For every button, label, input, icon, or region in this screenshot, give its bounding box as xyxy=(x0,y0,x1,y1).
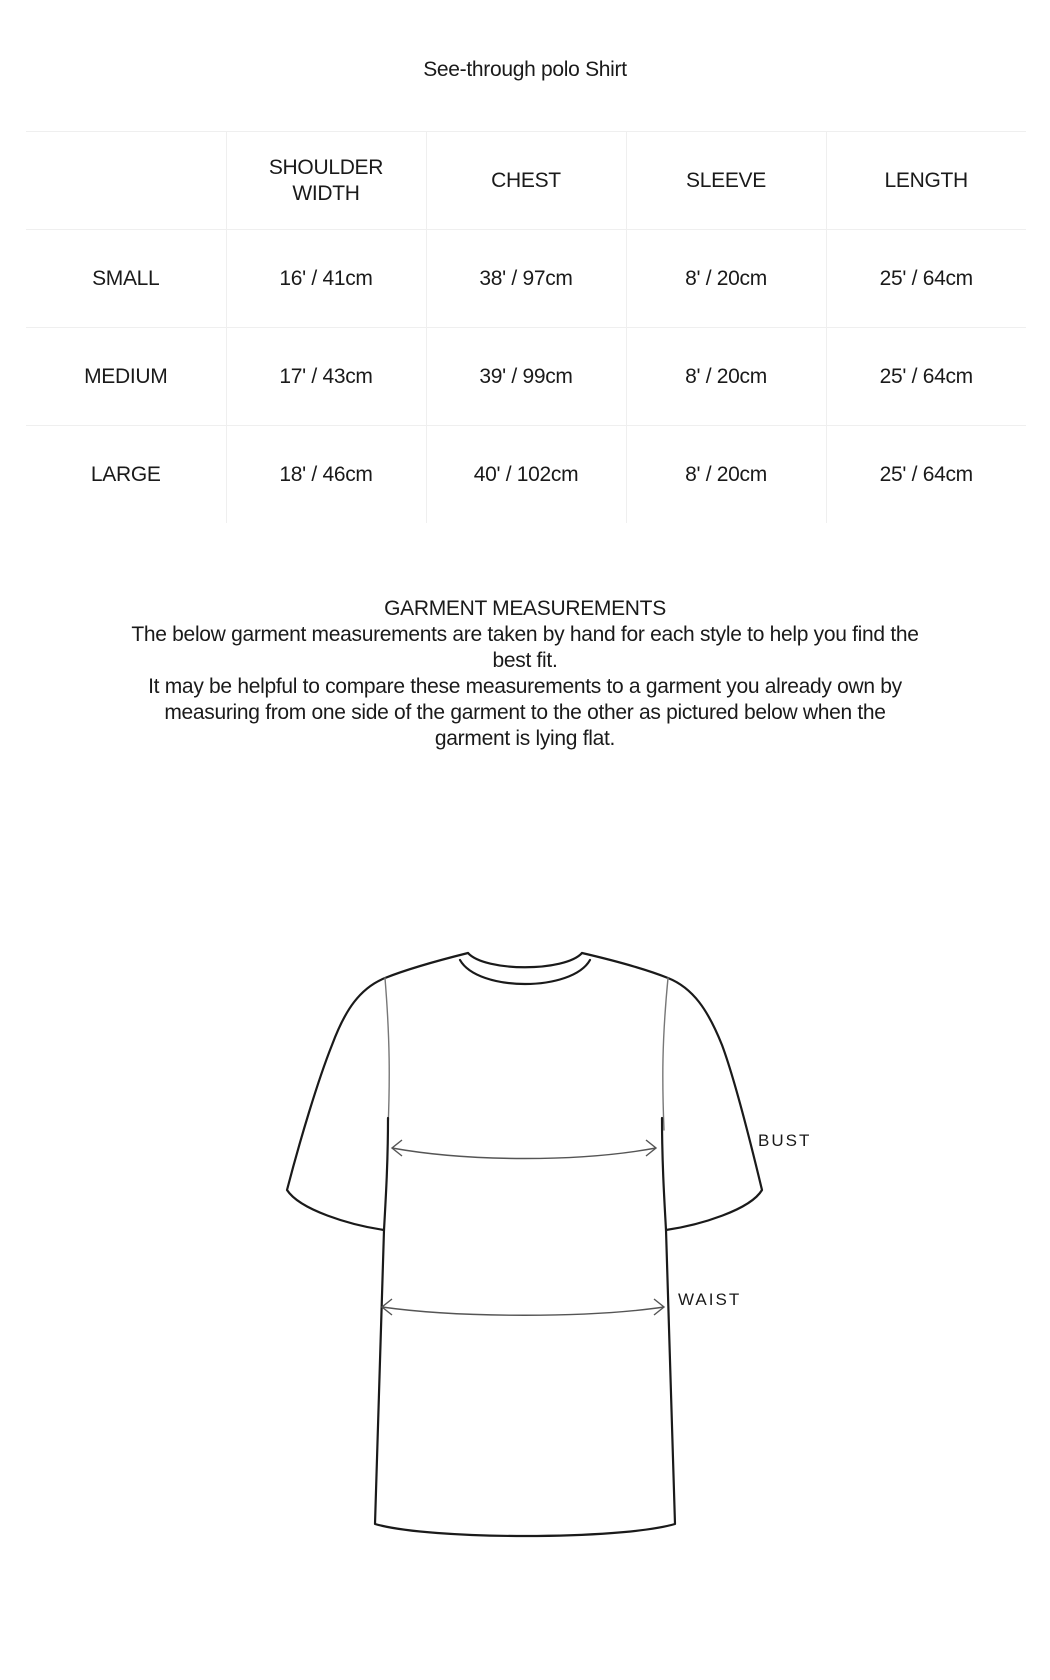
measurements-paragraph-2: It may be helpful to compare these measurements to a garment you already own by measuring from one side of the garment to the other as pictured below when the garment is lying flat. xyxy=(148,675,902,750)
size-label: SMALL xyxy=(26,230,226,328)
table-row xyxy=(26,328,1026,426)
header-size xyxy=(26,132,226,230)
length-cell: 25' / 64cm xyxy=(826,230,1026,328)
chest-cell: 39' / 99cm xyxy=(426,328,626,426)
sleeve-cell: 8' / 20cm xyxy=(626,328,826,426)
chest-cell: 40' / 102cm xyxy=(426,426,626,524)
header-length: LENGTH xyxy=(826,132,1026,230)
bust-label: BUST xyxy=(758,1131,812,1150)
header-shoulder-line1: SHOULDER xyxy=(268,155,384,179)
tshirt-outline-icon xyxy=(287,953,762,1536)
table-row xyxy=(26,426,1026,524)
size-label: LARGE xyxy=(26,426,226,524)
page-title: See-through polo Shirt xyxy=(423,58,627,81)
header-chest: CHEST xyxy=(426,132,626,230)
header-sleeve: SLEEVE xyxy=(626,132,826,230)
garment-measurements-section xyxy=(130,596,920,752)
header-shoulder-line2: WIDTH xyxy=(292,181,360,205)
shoulder-cell: 18' / 46cm xyxy=(226,426,426,524)
measurements-paragraph-1: The below garment measurements are taken by hand for each style to help you find the best fit. xyxy=(131,623,919,672)
sleeve-cell: 8' / 20cm xyxy=(626,426,826,524)
waist-arrow-icon xyxy=(382,1299,664,1315)
chest-cell: 38' / 97cm xyxy=(426,230,626,328)
measurements-heading: GARMENT MEASUREMENTS xyxy=(384,597,666,620)
length-cell: 25' / 64cm xyxy=(826,328,1026,426)
length-cell: 25' / 64cm xyxy=(879,462,973,486)
bust-arrow-icon xyxy=(392,1140,656,1159)
table-row xyxy=(26,230,1026,328)
size-chart-table xyxy=(26,131,1026,523)
table-header-row xyxy=(26,132,1026,230)
shoulder-cell: 16' / 41cm xyxy=(226,230,426,328)
header-shoulder-width xyxy=(226,132,426,230)
shoulder-cell: 17' / 43cm xyxy=(226,328,426,426)
tshirt-measurement-diagram xyxy=(0,900,1050,1600)
sleeve-cell: 8' / 20cm xyxy=(626,230,826,328)
size-label: MEDIUM xyxy=(26,328,226,426)
waist-label: WAIST xyxy=(678,1290,742,1309)
